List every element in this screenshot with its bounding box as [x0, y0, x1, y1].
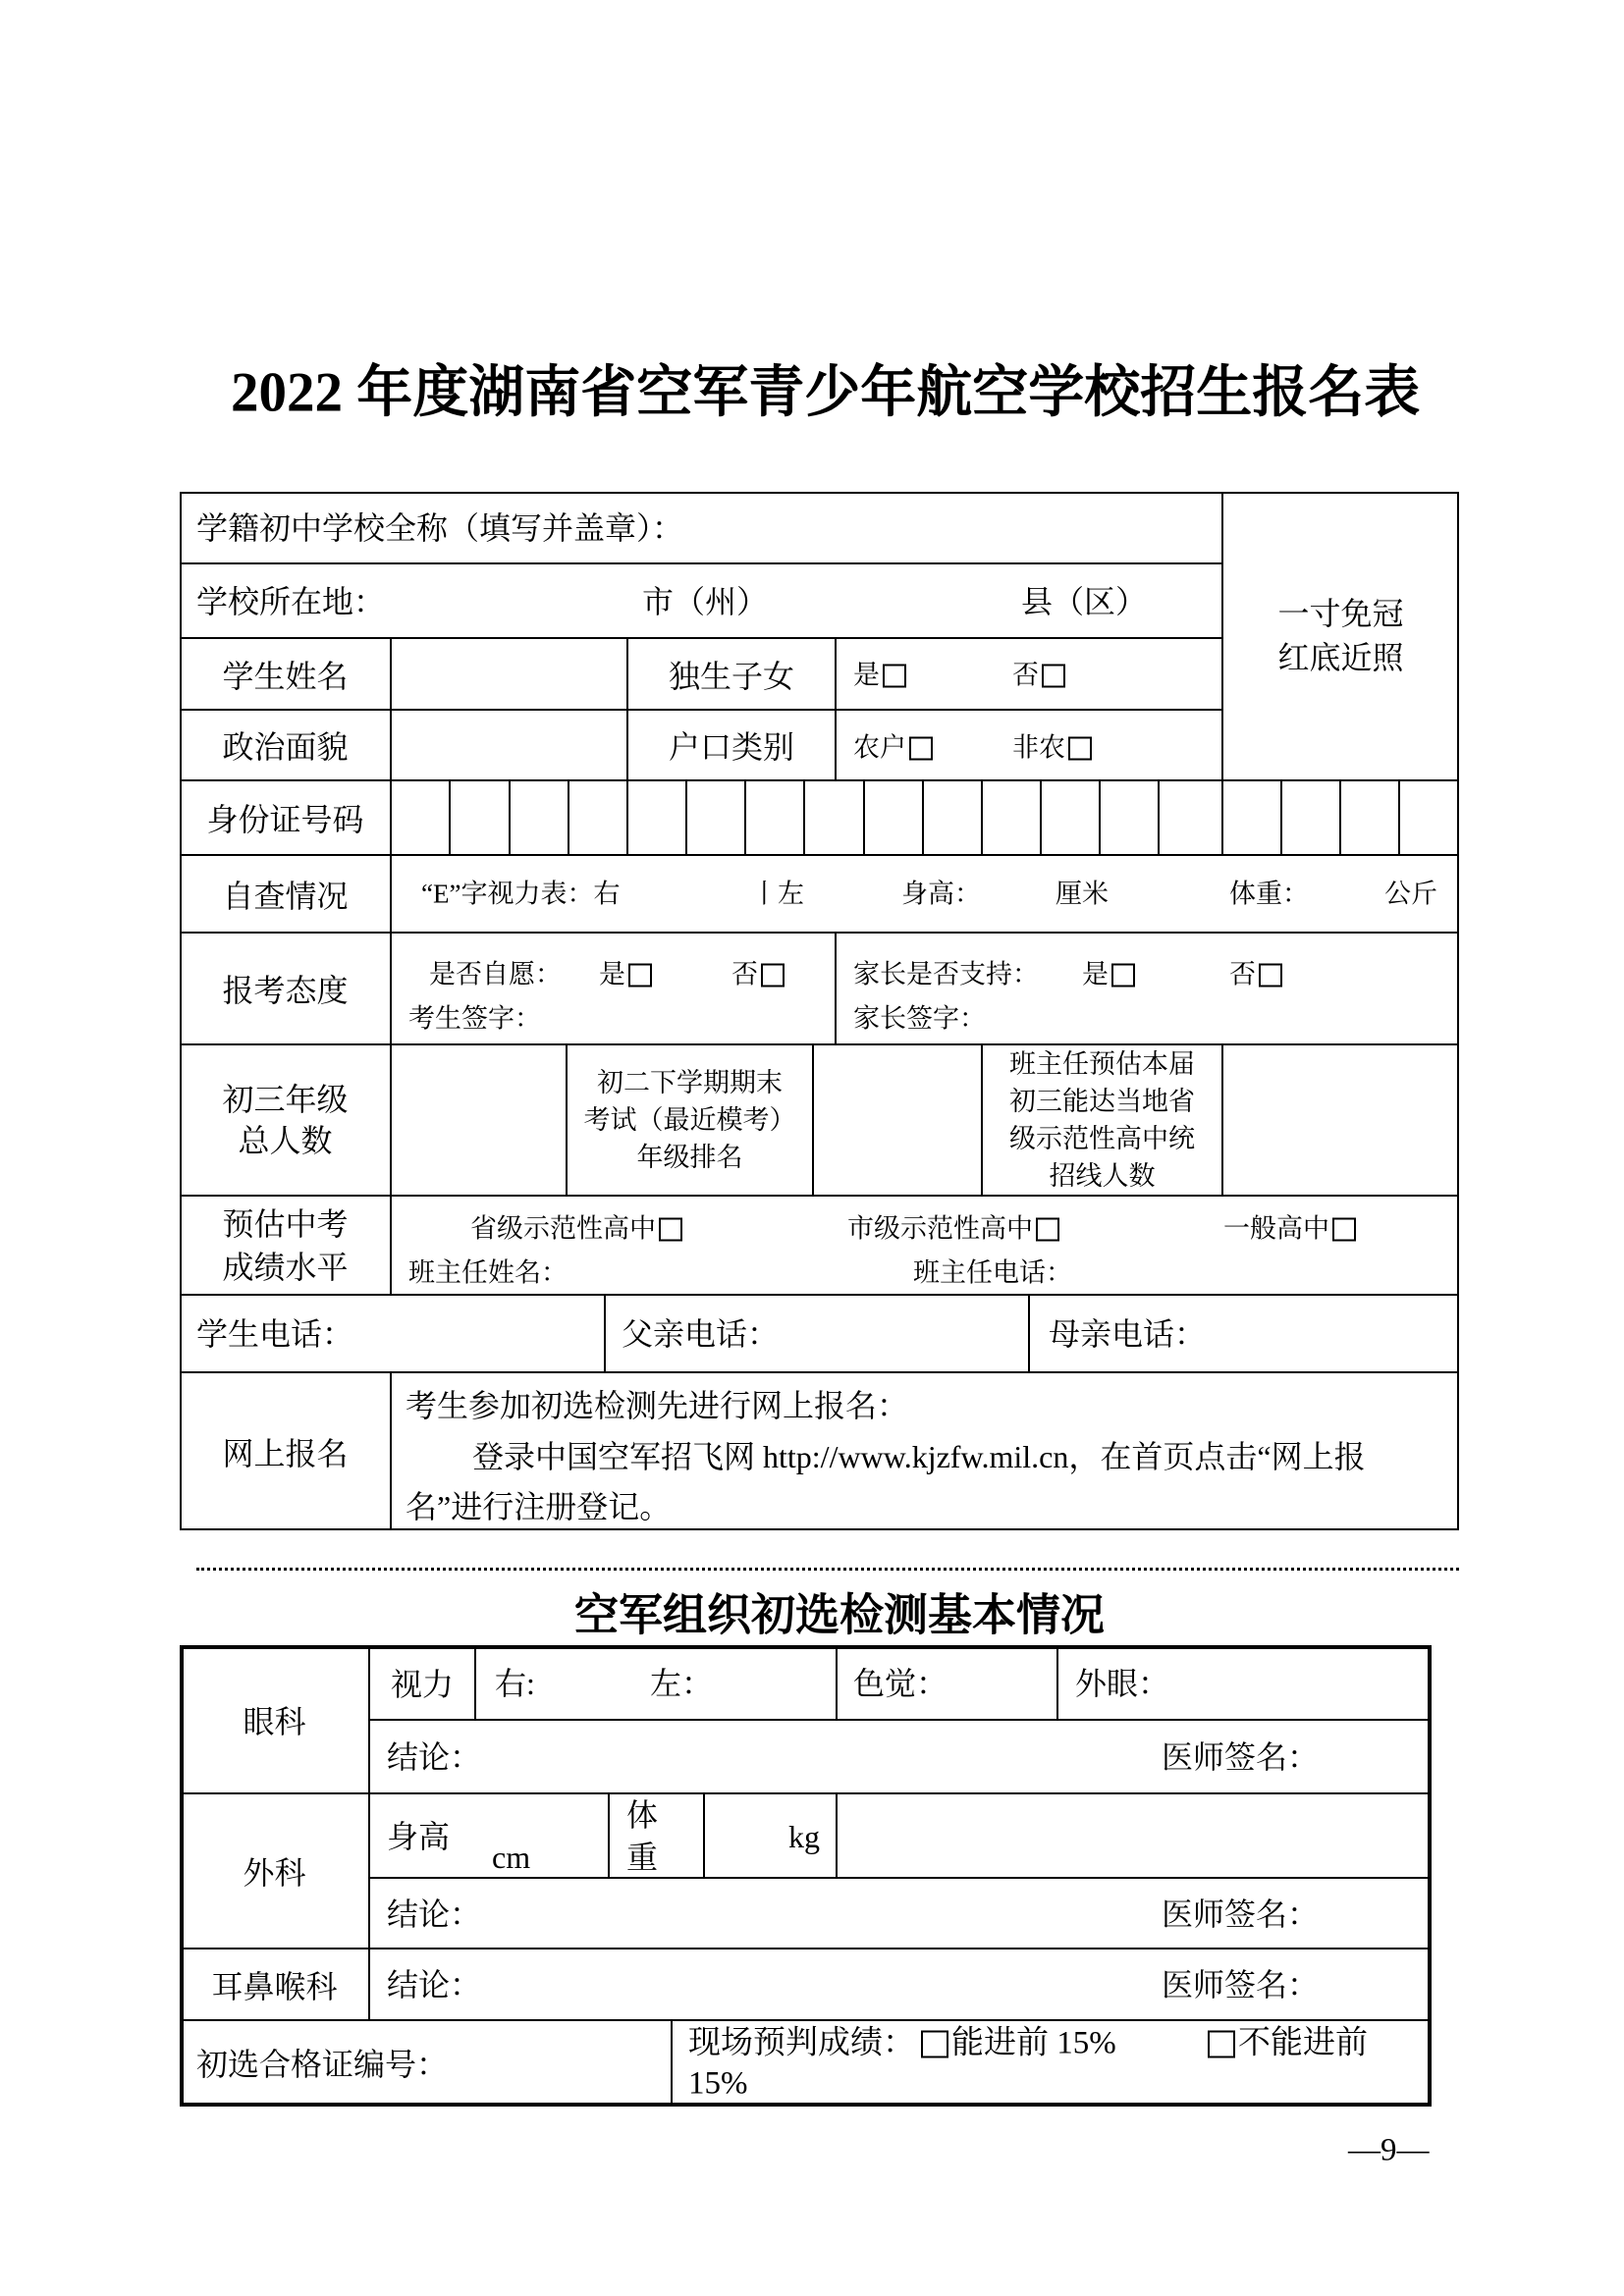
- onsite-prediction-label: 现场预判成绩：: [688, 2025, 915, 2061]
- option-label: 是: [599, 959, 625, 989]
- height-label: 身高: [387, 1819, 451, 1854]
- instruction-line: 名”进行注册登记。: [406, 1489, 672, 1524]
- doctor-signature-label: 医师签名：: [1162, 1967, 1320, 2002]
- conclusion-label: 结论：: [387, 1896, 482, 1932]
- label-line: 初二下学期期末: [597, 1068, 783, 1097]
- label-line: 考试（最近模考）: [583, 1105, 796, 1135]
- doctor-signature-label: 医师签名：: [1162, 1896, 1320, 1932]
- father-phone-label: 父亲电话：: [622, 1316, 780, 1352]
- instruction-line: 考生参加初选检测先进行网上报名：: [406, 1388, 909, 1423]
- only-child-label: 独生子女: [627, 638, 836, 710]
- vision-left-label: 左：: [650, 1666, 714, 1701]
- county-label: 县（区）: [1021, 584, 1148, 619]
- parent-signature-label: 家长签字：: [853, 1003, 986, 1034]
- height-unit: 厘米: [1056, 879, 1109, 909]
- label-line: 总人数: [238, 1123, 333, 1158]
- id-number-label: 身份证号码: [180, 780, 391, 855]
- student-signature-label: 考生签字：: [408, 1003, 541, 1034]
- certificate-number-label: 初选合格证编号：: [196, 2047, 449, 2082]
- conclusion-label: 结论：: [387, 1967, 482, 2002]
- photo-instruction-line: 一寸免冠: [1277, 596, 1404, 631]
- voluntary-label: 是否自愿：: [429, 959, 562, 989]
- label-line: 初三能达当地省: [1009, 1087, 1195, 1116]
- option-label: 农户: [853, 732, 906, 763]
- page-number: —9—: [1348, 2132, 1430, 2168]
- self-check-label: 自查情况: [180, 855, 391, 933]
- application-attitude-label: 报考态度: [180, 933, 391, 1044]
- photo-instruction-line: 红底近照: [1277, 640, 1404, 675]
- parent-support-label: 家长是否支持：: [853, 959, 1039, 989]
- weight-unit: kg: [788, 1819, 820, 1854]
- height-label: 身高：: [901, 879, 981, 909]
- school-location-label: 学校所在地：: [196, 584, 386, 619]
- screening-table-border: [180, 1645, 1432, 2107]
- label-line: 级示范性高中统: [1009, 1124, 1195, 1153]
- color-vision-label: 色觉：: [853, 1666, 948, 1701]
- ent-exam-label: 耳鼻喉科: [180, 1949, 369, 2020]
- vision-right-label: 右:: [495, 1666, 535, 1701]
- option-label: 不能进前: [1238, 2025, 1368, 2061]
- surgery-exam-label: 外科: [180, 1793, 369, 1949]
- form-title: 2022 年度湖南省空军青少年航空学校招生报名表: [231, 361, 1421, 424]
- mother-phone-label: 母亲电话：: [1049, 1316, 1207, 1352]
- instruction-line: 登录中国空军招飞网 http://www.kjzfw.mil.cn，在首页点击“网上报: [472, 1439, 1366, 1474]
- political-status-label: 政治面貌: [180, 710, 391, 780]
- doctor-signature-label: 医师签名：: [1162, 1739, 1320, 1775]
- option-label: 能进前 15%: [951, 2025, 1116, 2061]
- dotted-cut-line: [196, 1568, 1459, 1571]
- external-eye-label: 外眼：: [1075, 1666, 1170, 1701]
- registration-table-border: [180, 492, 1459, 1530]
- option-label: 否: [1229, 959, 1256, 989]
- label-line: 年级排名: [636, 1143, 743, 1172]
- label-line: 预估中考: [222, 1205, 349, 1242]
- option-label: 是: [853, 660, 880, 690]
- screening-section-title: 空军组织初选检测基本情况: [573, 1590, 1105, 1640]
- option-label-continued: 15%: [688, 2065, 748, 2102]
- option-label: 否: [1012, 660, 1039, 690]
- label-line: 招线人数: [1049, 1161, 1156, 1191]
- label-line: 班主任预估本届: [1009, 1049, 1195, 1079]
- household-type-label: 户口类别: [627, 710, 836, 780]
- option-label: 一般高中: [1223, 1213, 1329, 1244]
- option-label: 省级示范性高中: [470, 1213, 656, 1244]
- label-line: 初三年级: [222, 1082, 349, 1117]
- student-phone-label: 学生电话：: [196, 1316, 354, 1352]
- option-label: 是: [1082, 959, 1109, 989]
- head-teacher-phone-label: 班主任电话：: [913, 1257, 1072, 1288]
- city-label: 市（州）: [642, 584, 769, 619]
- vision-left-label: 丨左: [751, 879, 804, 909]
- option-label: 非农: [1012, 732, 1065, 763]
- weight-unit: 公斤: [1384, 879, 1437, 909]
- label-line: 重: [626, 1840, 659, 1875]
- school-name-label: 学籍初中学校全称（填写并盖章）：: [196, 510, 684, 546]
- vision-right-label: “E”字视力表：右: [421, 879, 621, 909]
- option-label: 否: [731, 959, 758, 989]
- vision-label: 视力: [369, 1645, 475, 1720]
- option-label: 市级示范性高中: [847, 1213, 1033, 1244]
- eye-exam-label: 眼科: [180, 1645, 369, 1793]
- head-teacher-name-label: 班主任姓名：: [408, 1257, 568, 1288]
- online-registration-label: 网上报名: [180, 1372, 391, 1530]
- conclusion-label: 结论：: [387, 1739, 482, 1775]
- label-line: 体: [626, 1797, 659, 1833]
- label-line: 成绩水平: [222, 1249, 349, 1285]
- height-unit: cm: [492, 1840, 531, 1875]
- weight-label: 体重：: [1229, 879, 1309, 909]
- student-name-label: 学生姓名: [180, 638, 391, 710]
